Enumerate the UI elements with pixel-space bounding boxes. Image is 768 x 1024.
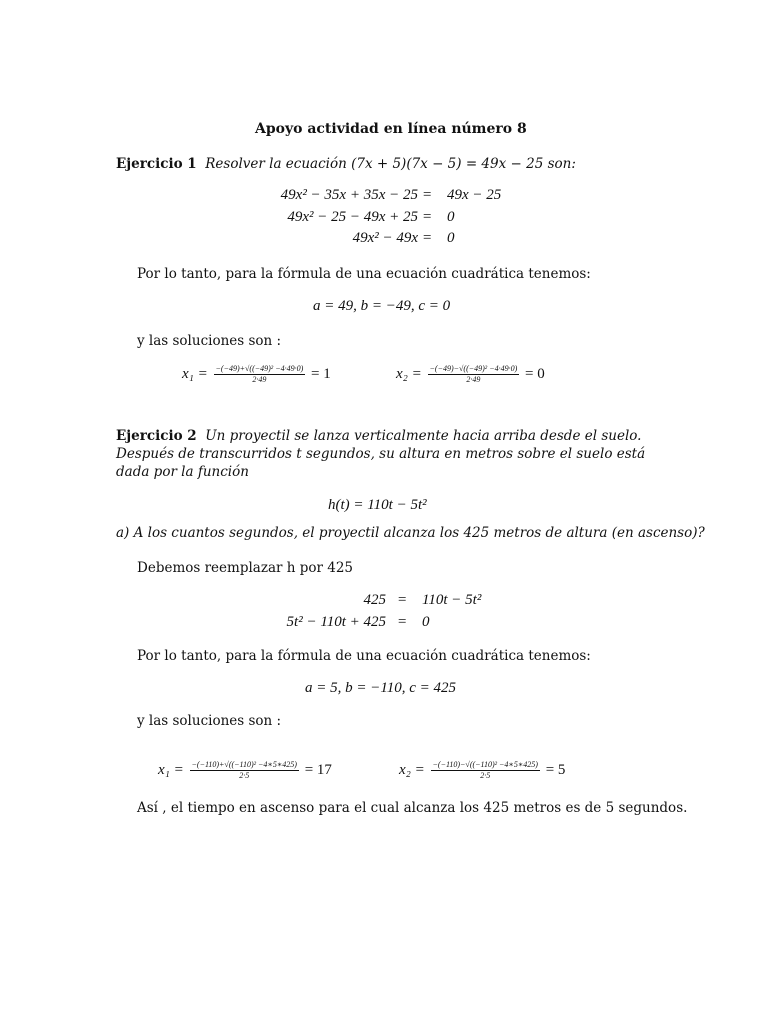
ex2-coefficients: a = 5, b = −110, c = 425 xyxy=(305,680,457,696)
ex1-align-rhs-1: 49x − 25 xyxy=(447,187,502,203)
ex2-conclusion: Así , el tiempo en ascenso para el cual alcanza los 425 metros es de 5 segundos. xyxy=(137,800,688,816)
ex1-text-1: Por lo tanto, para la fórmula de una ecuación cuadrática tenemos: xyxy=(137,266,591,282)
ex1-align-lhs-2: 49x² − 25 − 49x + 25 xyxy=(287,209,418,225)
x1-lhs: x₁ = xyxy=(158,761,184,778)
x2-rhs: = 5 xyxy=(545,761,566,778)
exercise-1-label: Ejercicio 1 xyxy=(116,156,197,172)
x2-lhs: x₂ = xyxy=(396,365,422,382)
x1-denominator: 2·49 xyxy=(252,375,267,384)
x2-numerator: −(−110)−√((−110)² −4∗5∗425) xyxy=(432,760,538,769)
x2-denominator: 2·5 xyxy=(480,771,491,780)
ex2-question: a) A los cuantos segundos, el proyectil alcanza los 425 metros de altura (en ascenso)? xyxy=(116,525,705,541)
ex2-align-rhs-1: 110t − 5t² xyxy=(422,592,482,608)
ex1-solution-x1 xyxy=(182,364,331,385)
ex1-align-lhs-1: 49x² − 35x + 35x − 25 xyxy=(280,187,418,203)
x2-rhs: = 0 xyxy=(525,365,545,382)
x1-rhs: = 17 xyxy=(304,761,332,778)
ex1-align-rel-1: = xyxy=(422,187,433,203)
ex2-solution-x2 xyxy=(399,760,565,781)
ex2-text-1: Debemos reemplazar h por 425 xyxy=(137,560,354,576)
x2-denominator: 2·49 xyxy=(466,375,481,384)
x2-fraction xyxy=(428,364,520,385)
ex2-align-rel-2: = xyxy=(397,614,408,630)
x1-rhs: = 1 xyxy=(311,365,331,382)
exercise-2-label: Ejercicio 2 xyxy=(116,428,197,444)
x2-fraction xyxy=(431,760,540,781)
x1-denominator: 2·5 xyxy=(239,771,250,780)
exercise-2-text: Un proyectil se lanza verticalmente hacia arriba desde el suelo. Después de transcurridos t segundos, su altura en metros sobre el suelo está dada por la función xyxy=(116,428,646,480)
ex2-align-rel-1: = xyxy=(397,592,408,608)
ex1-align-rhs-2: 0 xyxy=(447,209,455,225)
ex2-function: h(t) = 110t − 5t² xyxy=(328,497,427,513)
ex1-text-2: y las soluciones son : xyxy=(137,333,282,349)
ex2-text-2: Por lo tanto, para la fórmula de una ecuación cuadrática tenemos: xyxy=(137,648,591,664)
ex1-align-rel-3: = xyxy=(422,230,433,246)
ex2-solution-x1 xyxy=(158,760,332,781)
x1-numerator: −(−110)+√((−110)² −4∗5∗425) xyxy=(191,760,297,769)
ex1-solution-x2 xyxy=(396,364,545,385)
exercise-1-statement xyxy=(116,155,656,173)
x1-numerator: −(−49)+√((−49)² −4·49·0) xyxy=(215,364,304,373)
ex2-align-lhs-1: 425 xyxy=(363,592,386,608)
exercise-2-statement xyxy=(116,427,656,481)
ex1-align-lhs-3: 49x² − 49x xyxy=(352,230,418,246)
x1-lhs: x₁ = xyxy=(182,365,208,382)
ex2-align-lhs-2: 5t² − 110t + 425 xyxy=(286,614,386,630)
ex1-align-rel-2: = xyxy=(422,209,433,225)
page-title: Apoyo actividad en línea número 8 xyxy=(255,121,527,137)
x1-fraction xyxy=(214,364,306,385)
ex2-text-3: y las soluciones son : xyxy=(137,713,282,729)
exercise-1-text: Resolver la ecuación (7x + 5)(7x − 5) = 49x − 25 son: xyxy=(205,156,576,172)
x2-numerator: −(−49)−√((−49)² −4·49·0) xyxy=(429,364,518,373)
x2-lhs: x₂ = xyxy=(399,761,425,778)
x1-fraction xyxy=(190,760,299,781)
ex2-align-rhs-2: 0 xyxy=(422,614,430,630)
ex1-coefficients: a = 49, b = −49, c = 0 xyxy=(313,298,451,314)
ex1-align-rhs-3: 0 xyxy=(447,230,455,246)
